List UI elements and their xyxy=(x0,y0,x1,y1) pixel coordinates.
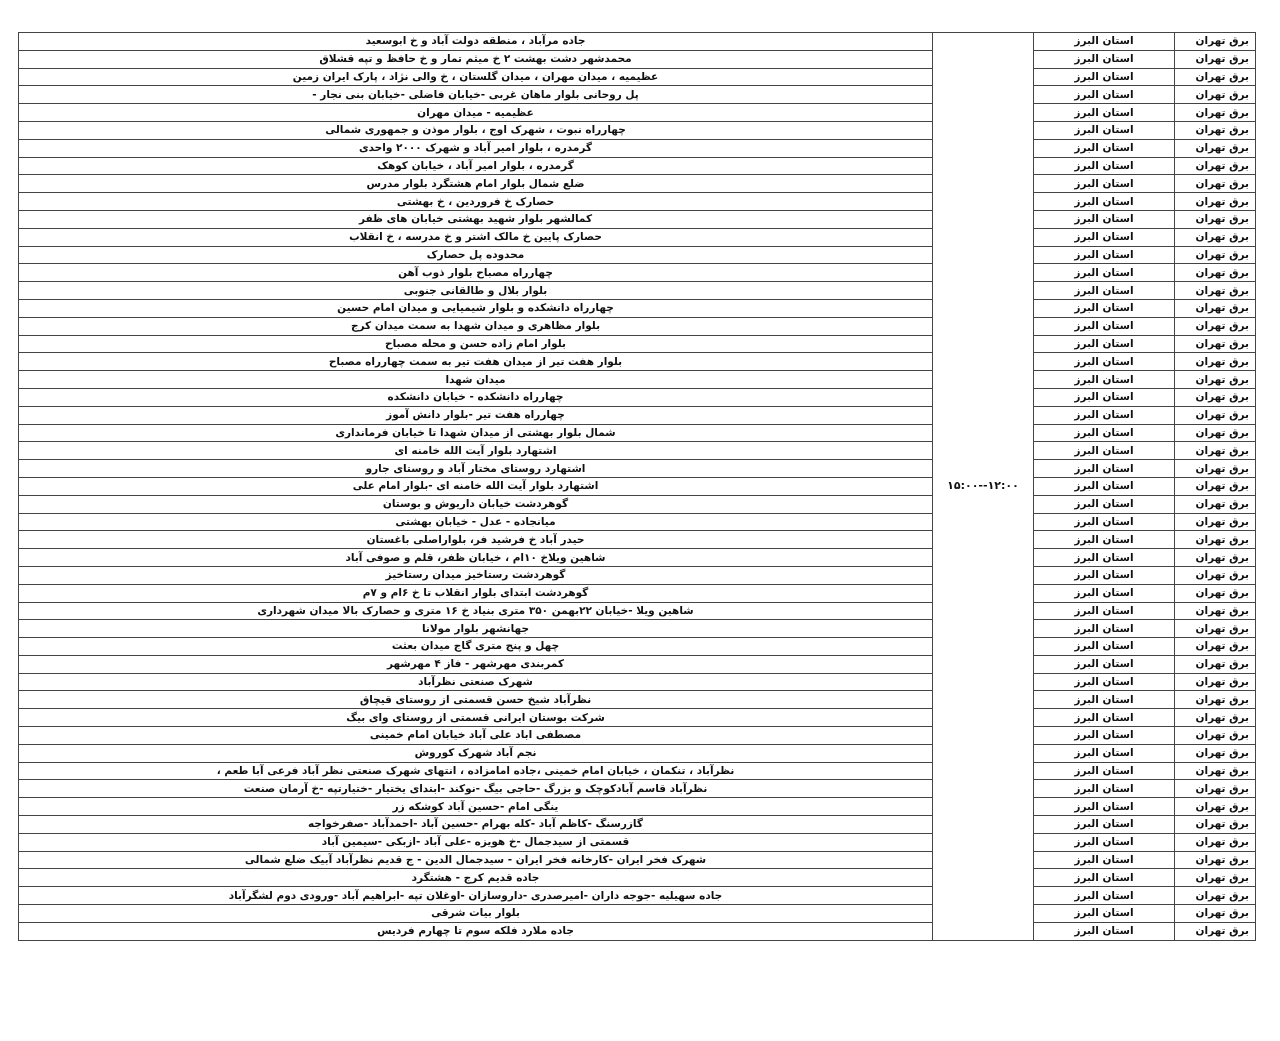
table-row xyxy=(19,531,1256,549)
province-cell: استان البرز xyxy=(1034,620,1175,638)
area-cell: گرمدره ، بلوار امیر آباد و شهرک ۲۰۰۰ واحدی xyxy=(19,139,933,157)
company-cell: برق تهران xyxy=(1175,638,1256,656)
area-cell: جهانشهر بلوار مولانا xyxy=(19,620,933,638)
company-cell: برق تهران xyxy=(1175,299,1256,317)
area-cell: عظیمیه ، میدان مهران ، میدان گلستان ، خ والی نژاد ، پارک ایران زمین xyxy=(19,68,933,86)
company-cell: برق تهران xyxy=(1175,922,1256,940)
company-cell: برق تهران xyxy=(1175,851,1256,869)
company-cell: برق تهران xyxy=(1175,673,1256,691)
table-row xyxy=(19,744,1256,762)
table-row xyxy=(19,887,1256,905)
table-row xyxy=(19,798,1256,816)
province-cell: استان البرز xyxy=(1034,513,1175,531)
province-cell: استان البرز xyxy=(1034,798,1175,816)
table-row xyxy=(19,388,1256,406)
table-row xyxy=(19,638,1256,656)
province-cell: استان البرز xyxy=(1034,317,1175,335)
table-row xyxy=(19,424,1256,442)
company-cell: برق تهران xyxy=(1175,50,1256,68)
area-cell: چهارراه دانشکده - خیابان دانشکده xyxy=(19,388,933,406)
company-cell: برق تهران xyxy=(1175,816,1256,834)
province-cell: استان البرز xyxy=(1034,691,1175,709)
table-row xyxy=(19,513,1256,531)
area-cell: پل روحانی بلوار ماهان غربی -خیابان فاضلی -خیابان بنی نجار - xyxy=(19,86,933,104)
area-cell: حصارک خ فروردین ، خ بهشتی xyxy=(19,193,933,211)
area-cell: ضلع شمال بلوار امام هشتگرد بلوار مدرس xyxy=(19,175,933,193)
company-cell: برق تهران xyxy=(1175,371,1256,389)
company-cell: برق تهران xyxy=(1175,353,1256,371)
province-cell: استان البرز xyxy=(1034,495,1175,513)
province-cell: استان البرز xyxy=(1034,33,1175,51)
table-body xyxy=(19,33,1256,941)
table-row xyxy=(19,50,1256,68)
area-cell: کمالشهر بلوار شهید بهشتی خیابان های ظفر xyxy=(19,210,933,228)
table-row xyxy=(19,210,1256,228)
province-cell: استان البرز xyxy=(1034,566,1175,584)
province-cell: استان البرز xyxy=(1034,460,1175,478)
province-cell: استان البرز xyxy=(1034,709,1175,727)
area-cell: شمال بلوار بهشتی از میدان شهدا تا خیابان فرمانداری xyxy=(19,424,933,442)
area-cell: شهرک صنعتی نظرآباد xyxy=(19,673,933,691)
province-cell: استان البرز xyxy=(1034,602,1175,620)
area-cell: بلوار بلال و طالقانی جنوبی xyxy=(19,282,933,300)
area-cell: شاهین ویلاخ ۱۰ام ، خیابان ظفر، قلم و صوفی آباد xyxy=(19,549,933,567)
table-row xyxy=(19,193,1256,211)
company-cell: برق تهران xyxy=(1175,602,1256,620)
area-cell: اشتهارد بلوار آیت الله خامنه ای xyxy=(19,442,933,460)
province-cell: استان البرز xyxy=(1034,193,1175,211)
area-cell: شاهین ویلا -خیابان ۲۲بهمن ۳۵۰ متری بنیاد خ ۱۶ متری و حصارک بالا میدان شهرداری xyxy=(19,602,933,620)
province-cell: استان البرز xyxy=(1034,246,1175,264)
area-cell: حصارک پایین خ مالک اشتر و خ مدرسه ، خ انقلاب xyxy=(19,228,933,246)
table-row xyxy=(19,406,1256,424)
company-cell: برق تهران xyxy=(1175,33,1256,51)
area-cell: جاده مرآباد ، منطقه دولت آباد و خ ابوسعید xyxy=(19,33,933,51)
table-row xyxy=(19,727,1256,745)
area-cell: جاده ملارد فلکه سوم تا چهارم فردیس xyxy=(19,922,933,940)
table-row xyxy=(19,780,1256,798)
time-slot-cell: ۱۲:۰۰--۱۵:۰۰ xyxy=(933,33,1034,941)
table-row xyxy=(19,709,1256,727)
province-cell: استان البرز xyxy=(1034,68,1175,86)
province-cell: استان البرز xyxy=(1034,50,1175,68)
province-cell: استان البرز xyxy=(1034,210,1175,228)
area-cell: اشتهارد روستای مختار آباد و روستای جارو xyxy=(19,460,933,478)
area-cell: چهارراه نبوت ، شهرک اوج ، بلوار موذن و جمهوری شمالی xyxy=(19,121,933,139)
area-cell: میدان شهدا xyxy=(19,371,933,389)
province-cell: استان البرز xyxy=(1034,104,1175,122)
province-cell: استان البرز xyxy=(1034,264,1175,282)
table-row xyxy=(19,762,1256,780)
table-row xyxy=(19,68,1256,86)
company-cell: برق تهران xyxy=(1175,264,1256,282)
area-cell: میانجاده - عدل - خیابان بهشتی xyxy=(19,513,933,531)
company-cell: برق تهران xyxy=(1175,175,1256,193)
province-cell: استان البرز xyxy=(1034,549,1175,567)
table-row xyxy=(19,228,1256,246)
area-cell: قسمتی از سیدجمال -خ هویزه -علی آباد -ازبکی -سیمین آباد xyxy=(19,833,933,851)
province-cell: استان البرز xyxy=(1034,424,1175,442)
table-row xyxy=(19,673,1256,691)
company-cell: برق تهران xyxy=(1175,68,1256,86)
table-row xyxy=(19,282,1256,300)
area-cell: کمربندی مهرشهر - فاز ۴ مهرشهر xyxy=(19,655,933,673)
table-row xyxy=(19,264,1256,282)
table-row xyxy=(19,833,1256,851)
province-cell: استان البرز xyxy=(1034,638,1175,656)
company-cell: برق تهران xyxy=(1175,86,1256,104)
table-row xyxy=(19,851,1256,869)
outage-schedule-table xyxy=(18,32,1256,941)
province-cell: استان البرز xyxy=(1034,816,1175,834)
table-row xyxy=(19,477,1256,495)
area-cell: چهارراه هفت تیر -بلوار دانش آموز xyxy=(19,406,933,424)
area-cell: گوهردشت رستاخیز میدان رستاخیز xyxy=(19,566,933,584)
province-cell: استان البرز xyxy=(1034,584,1175,602)
company-cell: برق تهران xyxy=(1175,228,1256,246)
company-cell: برق تهران xyxy=(1175,282,1256,300)
area-cell: عظیمیه - میدان مهران xyxy=(19,104,933,122)
province-cell: استان البرز xyxy=(1034,780,1175,798)
province-cell: استان البرز xyxy=(1034,335,1175,353)
company-cell: برق تهران xyxy=(1175,620,1256,638)
area-cell: چهل و پنج متری گاج میدان بعثت xyxy=(19,638,933,656)
area-cell: گوهردشت ابتدای بلوار انقلاب تا خ ۶ام و ۷م xyxy=(19,584,933,602)
province-cell: استان البرز xyxy=(1034,282,1175,300)
area-cell: بلوار مظاهری و میدان شهدا به سمت میدان کرج xyxy=(19,317,933,335)
company-cell: برق تهران xyxy=(1175,210,1256,228)
company-cell: برق تهران xyxy=(1175,780,1256,798)
area-cell: اشتهارد بلوار آیت الله خامنه ای -بلوار امام علی xyxy=(19,477,933,495)
table-row xyxy=(19,620,1256,638)
table-row xyxy=(19,86,1256,104)
province-cell: استان البرز xyxy=(1034,157,1175,175)
company-cell: برق تهران xyxy=(1175,691,1256,709)
area-cell: مصطفی اباد علی آباد خیابان امام خمینی xyxy=(19,727,933,745)
province-cell: استان البرز xyxy=(1034,833,1175,851)
table-row xyxy=(19,335,1256,353)
table-row xyxy=(19,353,1256,371)
company-cell: برق تهران xyxy=(1175,655,1256,673)
company-cell: برق تهران xyxy=(1175,709,1256,727)
company-cell: برق تهران xyxy=(1175,139,1256,157)
province-cell: استان البرز xyxy=(1034,175,1175,193)
table-row xyxy=(19,922,1256,940)
table-row xyxy=(19,157,1256,175)
area-cell: بلوار امام زاده حسن و محله مصباح xyxy=(19,335,933,353)
area-cell: گازرسنگ -کاظم آباد -کله بهرام -حسین آباد -احمدآباد -صفرخواجه xyxy=(19,816,933,834)
table-row xyxy=(19,549,1256,567)
area-cell: گرمدره ، بلوار امیر آباد ، خیابان کوهک xyxy=(19,157,933,175)
table-row xyxy=(19,442,1256,460)
province-cell: استان البرز xyxy=(1034,887,1175,905)
table-row xyxy=(19,655,1256,673)
province-cell: استان البرز xyxy=(1034,477,1175,495)
company-cell: برق تهران xyxy=(1175,833,1256,851)
province-cell: استان البرز xyxy=(1034,673,1175,691)
table-row xyxy=(19,602,1256,620)
area-cell: حیدر آباد خ فرشید فر، بلواراصلی باغستان xyxy=(19,531,933,549)
province-cell: استان البرز xyxy=(1034,406,1175,424)
area-cell: نظرآباد ، تنکمان ، خیابان امام خمینی ،جاده امامزاده ، انتهای شهرک صنعتی نظر آباد فرعی آبا طعم ، xyxy=(19,762,933,780)
area-cell: شرکت بوستان ایرانی قسمتی از روستای وای بیگ xyxy=(19,709,933,727)
table-row xyxy=(19,566,1256,584)
province-cell: استان البرز xyxy=(1034,228,1175,246)
company-cell: برق تهران xyxy=(1175,727,1256,745)
company-cell: برق تهران xyxy=(1175,246,1256,264)
province-cell: استان البرز xyxy=(1034,727,1175,745)
area-cell: بلوار بیات شرقی xyxy=(19,905,933,923)
company-cell: برق تهران xyxy=(1175,549,1256,567)
province-cell: استان البرز xyxy=(1034,86,1175,104)
province-cell: استان البرز xyxy=(1034,905,1175,923)
area-cell: محمدشهر دشت بهشت ۲ خ میثم تمار و خ حافظ و تپه قشلاق xyxy=(19,50,933,68)
table-row xyxy=(19,905,1256,923)
province-cell: استان البرز xyxy=(1034,744,1175,762)
company-cell: برق تهران xyxy=(1175,798,1256,816)
company-cell: برق تهران xyxy=(1175,424,1256,442)
area-cell: چهارراه مصباح بلوار ذوب آهن xyxy=(19,264,933,282)
area-cell: ینگی امام -حسین آباد کوشکه زر xyxy=(19,798,933,816)
company-cell: برق تهران xyxy=(1175,762,1256,780)
province-cell: استان البرز xyxy=(1034,299,1175,317)
table-row xyxy=(19,371,1256,389)
company-cell: برق تهران xyxy=(1175,335,1256,353)
province-cell: استان البرز xyxy=(1034,353,1175,371)
company-cell: برق تهران xyxy=(1175,887,1256,905)
province-cell: استان البرز xyxy=(1034,922,1175,940)
company-cell: برق تهران xyxy=(1175,566,1256,584)
table-row xyxy=(19,869,1256,887)
table-row xyxy=(19,246,1256,264)
company-cell: برق تهران xyxy=(1175,477,1256,495)
table-row xyxy=(19,495,1256,513)
company-cell: برق تهران xyxy=(1175,905,1256,923)
company-cell: برق تهران xyxy=(1175,157,1256,175)
company-cell: برق تهران xyxy=(1175,121,1256,139)
company-cell: برق تهران xyxy=(1175,584,1256,602)
area-cell: محدوده پل حصارک xyxy=(19,246,933,264)
province-cell: استان البرز xyxy=(1034,762,1175,780)
table-row xyxy=(19,584,1256,602)
table-row xyxy=(19,104,1256,122)
area-cell: نظرآباد قاسم آبادکوچک و بزرگ -حاجی بیگ -نوکند -ابتدای یختیار -ختیارتپه -خ آرمان صنعت xyxy=(19,780,933,798)
province-cell: استان البرز xyxy=(1034,388,1175,406)
province-cell: استان البرز xyxy=(1034,121,1175,139)
province-cell: استان البرز xyxy=(1034,655,1175,673)
company-cell: برق تهران xyxy=(1175,104,1256,122)
company-cell: برق تهران xyxy=(1175,388,1256,406)
company-cell: برق تهران xyxy=(1175,317,1256,335)
area-cell: جاده سهیلیه -جوجه داران -امیرصدری -داروسازان -اوغلان تپه -ابراهیم آباد -ورودی دوم لشگرآباد xyxy=(19,887,933,905)
company-cell: برق تهران xyxy=(1175,406,1256,424)
area-cell: چهارراه دانشکده و بلوار شیمیایی و میدان امام حسین xyxy=(19,299,933,317)
area-cell: شهرک فخر ایران -کارخانه فخر ایران - سیدجمال الدین - ج قدیم نظرآباد آبیک ضلع شمالی xyxy=(19,851,933,869)
table-row xyxy=(19,121,1256,139)
company-cell: برق تهران xyxy=(1175,744,1256,762)
company-cell: برق تهران xyxy=(1175,513,1256,531)
table-row xyxy=(19,299,1256,317)
table-row xyxy=(19,816,1256,834)
table-row xyxy=(19,139,1256,157)
province-cell: استان البرز xyxy=(1034,371,1175,389)
table-row xyxy=(19,175,1256,193)
area-cell: نجم آباد شهرک کوروش xyxy=(19,744,933,762)
company-cell: برق تهران xyxy=(1175,193,1256,211)
table-row xyxy=(19,317,1256,335)
province-cell: استان البرز xyxy=(1034,869,1175,887)
company-cell: برق تهران xyxy=(1175,460,1256,478)
company-cell: برق تهران xyxy=(1175,442,1256,460)
province-cell: استان البرز xyxy=(1034,442,1175,460)
area-cell: جاده قدیم کرج - هشتگرد xyxy=(19,869,933,887)
table-row xyxy=(19,691,1256,709)
company-cell: برق تهران xyxy=(1175,495,1256,513)
area-cell: نظرآباد شیخ حسن قسمتی از روستای قیچاق xyxy=(19,691,933,709)
area-cell: گوهردشت خیابان داریوش و بوستان xyxy=(19,495,933,513)
area-cell: بلوار هفت تیر از میدان هفت تیر به سمت چهارراه مصباح xyxy=(19,353,933,371)
company-cell: برق تهران xyxy=(1175,869,1256,887)
table-row xyxy=(19,460,1256,478)
province-cell: استان البرز xyxy=(1034,851,1175,869)
province-cell: استان البرز xyxy=(1034,531,1175,549)
company-cell: برق تهران xyxy=(1175,531,1256,549)
province-cell: استان البرز xyxy=(1034,139,1175,157)
table-row xyxy=(19,33,1256,51)
